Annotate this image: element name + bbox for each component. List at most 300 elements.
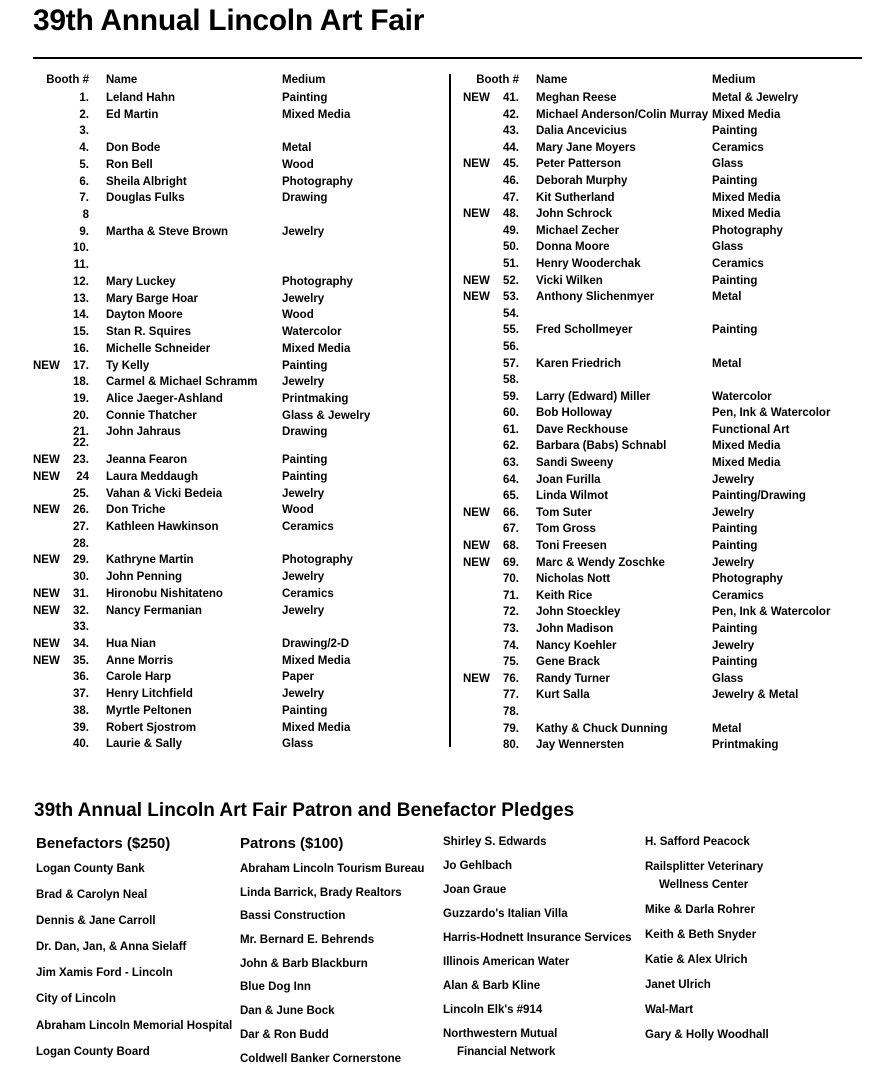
pledge-item bbox=[36, 993, 238, 1006]
artist-medium: Glass bbox=[282, 738, 314, 751]
booth-row bbox=[463, 656, 863, 673]
booth-number: 75. bbox=[503, 656, 519, 669]
benefactors-list bbox=[36, 863, 238, 1059]
pledge-item-line1: Dan & June Bock bbox=[240, 1005, 335, 1018]
artist-name: Mary Luckey bbox=[106, 275, 176, 288]
artist-name: Don Bode bbox=[106, 142, 161, 155]
booth-row bbox=[463, 606, 863, 623]
new-badge bbox=[463, 125, 497, 142]
pledge-item bbox=[240, 1029, 440, 1042]
booth-number: 20. bbox=[73, 409, 89, 422]
pledge-item bbox=[645, 954, 860, 967]
artist-name bbox=[106, 125, 282, 142]
new-badge bbox=[463, 656, 497, 673]
pledge-item-line1: Dr. Dan, Jan, & Anna Sielaff bbox=[36, 941, 187, 954]
booth-row bbox=[463, 142, 863, 159]
booth-row bbox=[463, 258, 863, 275]
pledge-item-line1: Logan County Bank bbox=[36, 863, 145, 875]
artist-medium: Functional Art bbox=[712, 423, 790, 436]
booth-number: 56. bbox=[503, 340, 519, 353]
booth-row bbox=[33, 109, 433, 126]
booth-number: 30. bbox=[73, 571, 89, 584]
booth-row bbox=[463, 324, 863, 341]
artist-name bbox=[536, 308, 712, 325]
artist-name: Connie Thatcher bbox=[106, 409, 197, 422]
artist-name: Joan Furilla bbox=[536, 473, 601, 486]
booth-row bbox=[463, 706, 863, 723]
pledge-item-line1: Janet Ulrich bbox=[645, 979, 711, 991]
new-badge: NEW bbox=[463, 506, 490, 519]
new-badge bbox=[33, 521, 67, 538]
new-badge bbox=[33, 226, 67, 243]
artist-medium: Ceramics bbox=[712, 141, 764, 154]
artist-name bbox=[106, 621, 282, 638]
booth-number: 74. bbox=[503, 639, 519, 652]
patrons-header: Patrons ($100) bbox=[240, 835, 344, 852]
artist-medium: Mixed Media bbox=[282, 721, 351, 734]
new-badge bbox=[463, 142, 497, 159]
booth-number: 28. bbox=[73, 537, 89, 550]
booth-number: 69. bbox=[503, 556, 519, 569]
patrons-list-continued-2 bbox=[645, 836, 860, 1042]
artist-name bbox=[106, 437, 282, 454]
pledge-item bbox=[240, 910, 440, 923]
patrons-column-continued-1 bbox=[443, 836, 643, 1070]
artist-name: Dayton Moore bbox=[106, 309, 183, 322]
new-badge bbox=[463, 457, 497, 474]
artist-name: Hironobu Nishitateno bbox=[106, 587, 223, 600]
artist-medium: Printmaking bbox=[282, 392, 349, 405]
booth-list-header-right bbox=[463, 74, 863, 92]
booth-row bbox=[33, 638, 433, 655]
artist-medium: Painting bbox=[712, 523, 758, 536]
artist-medium: Jewelry bbox=[282, 487, 325, 500]
new-badge: NEW bbox=[463, 274, 490, 287]
artist-medium: Watercolor bbox=[282, 326, 342, 339]
booth-row bbox=[33, 376, 433, 393]
pledge-item-line1: Lincoln Elk's #914 bbox=[443, 1004, 543, 1016]
booth-row bbox=[33, 688, 433, 705]
new-badge: NEW bbox=[33, 554, 60, 567]
artist-name: Jay Wennersten bbox=[536, 739, 624, 752]
booth-row bbox=[33, 621, 433, 638]
new-badge bbox=[33, 192, 67, 209]
booth-number: 33. bbox=[73, 621, 89, 634]
booth-row bbox=[33, 722, 433, 739]
new-badge: NEW bbox=[463, 158, 490, 171]
new-badge bbox=[33, 705, 67, 722]
artist-name: Kathy & Chuck Dunning bbox=[536, 722, 668, 735]
artist-medium bbox=[282, 125, 433, 142]
booth-row bbox=[33, 309, 433, 326]
booth-number: 79. bbox=[503, 722, 519, 735]
booth-row bbox=[463, 92, 863, 109]
booth-number: 16. bbox=[73, 342, 89, 355]
new-badge bbox=[463, 308, 497, 325]
booth-number: 62. bbox=[503, 440, 519, 453]
pledge-item bbox=[240, 887, 440, 900]
artist-medium: Jewelry bbox=[282, 225, 325, 238]
booth-number: 51. bbox=[503, 257, 519, 270]
artist-name: Linda Wilmot bbox=[536, 490, 609, 503]
column-header-name: Name bbox=[106, 74, 138, 86]
pledge-item-line1: Blue Dog Inn bbox=[240, 981, 311, 994]
artist-medium bbox=[712, 706, 863, 723]
pledge-item-line1: Guzzardo's Italian Villa bbox=[443, 908, 568, 920]
artist-medium bbox=[282, 621, 433, 638]
booth-row bbox=[463, 689, 863, 706]
artist-medium bbox=[712, 374, 863, 391]
booth-number: 60. bbox=[503, 407, 519, 420]
artist-name: Alice Jaeger-Ashland bbox=[106, 392, 223, 405]
pledge-item bbox=[36, 967, 238, 980]
pledge-item-line1: Illinois American Water bbox=[443, 956, 570, 968]
booth-row bbox=[33, 293, 433, 310]
pledge-item bbox=[240, 1053, 440, 1066]
new-badge bbox=[463, 590, 497, 607]
artist-name: Gene Brack bbox=[536, 656, 600, 669]
booth-row bbox=[33, 671, 433, 688]
column-header-medium: Medium bbox=[282, 74, 326, 86]
patrons-list bbox=[240, 863, 440, 1066]
pledge-item-line1: Dar & Ron Budd bbox=[240, 1028, 329, 1041]
artist-medium: Printmaking bbox=[712, 739, 779, 752]
new-badge bbox=[463, 623, 497, 640]
pledge-item bbox=[645, 1029, 860, 1042]
artist-name: Kathleen Hawkinson bbox=[106, 521, 219, 533]
artist-name bbox=[106, 259, 282, 276]
pledge-item bbox=[240, 1005, 440, 1018]
new-badge: NEW bbox=[33, 454, 60, 467]
pledge-item bbox=[645, 836, 860, 849]
new-badge bbox=[463, 706, 497, 723]
booth-row bbox=[463, 557, 863, 574]
booth-row bbox=[33, 571, 433, 588]
new-badge bbox=[33, 488, 67, 505]
artist-medium: Painting bbox=[712, 324, 758, 337]
new-badge bbox=[33, 437, 67, 454]
new-badge bbox=[463, 225, 497, 242]
new-badge: NEW bbox=[463, 672, 490, 685]
booth-row bbox=[463, 374, 863, 391]
new-badge bbox=[33, 343, 67, 360]
patrons-column-continued-2 bbox=[645, 836, 860, 1054]
booth-row bbox=[463, 358, 863, 375]
pledge-item bbox=[443, 980, 643, 993]
booth-row bbox=[463, 109, 863, 126]
new-badge bbox=[463, 490, 497, 507]
artist-medium: Metal & Jewelry bbox=[712, 92, 799, 104]
pledge-item-line2: Wellness Center bbox=[659, 879, 749, 891]
artist-medium: Jewelry bbox=[282, 376, 325, 389]
pledge-item-line1: Northwestern Mutual bbox=[443, 1028, 558, 1040]
booth-row bbox=[33, 326, 433, 343]
artist-name: Larry (Edward) Miller bbox=[536, 390, 651, 403]
artist-medium: Mixed Media bbox=[282, 654, 351, 667]
artist-medium: Wood bbox=[282, 158, 314, 171]
booth-number: 21. bbox=[73, 426, 89, 439]
booth-row bbox=[33, 471, 433, 488]
booth-number: 25. bbox=[73, 487, 89, 500]
booth-number: 64. bbox=[503, 473, 519, 486]
new-badge: NEW bbox=[463, 208, 490, 221]
booth-number: 58. bbox=[503, 374, 519, 387]
pledge-item-line1: Logan County Board bbox=[36, 1045, 150, 1058]
new-badge bbox=[33, 242, 67, 259]
booth-number: 54. bbox=[503, 307, 519, 320]
artist-medium: Mixed Media bbox=[712, 108, 781, 121]
artist-medium bbox=[282, 209, 433, 226]
artist-medium: Metal bbox=[712, 291, 742, 304]
artist-medium: Jewelry bbox=[282, 604, 325, 617]
booth-row bbox=[463, 474, 863, 491]
new-badge bbox=[33, 688, 67, 705]
artist-name: Meghan Reese bbox=[536, 92, 617, 104]
booth-row bbox=[463, 739, 863, 756]
booth-row bbox=[33, 343, 433, 360]
booth-row bbox=[463, 225, 863, 242]
booth-number: 73. bbox=[503, 623, 519, 635]
new-badge bbox=[463, 341, 497, 358]
pledge-item bbox=[36, 863, 238, 876]
booth-number: 72. bbox=[503, 606, 519, 619]
pledge-item-line1: Railsplitter Veterinary bbox=[645, 861, 764, 873]
new-badge bbox=[33, 92, 67, 109]
column-divider bbox=[449, 74, 451, 747]
new-badge bbox=[463, 640, 497, 657]
booth-number: 44. bbox=[503, 141, 519, 154]
artist-name: Kit Sutherland bbox=[536, 191, 615, 204]
booth-number: 63. bbox=[503, 457, 519, 470]
artist-name: Jeanna Fearon bbox=[106, 454, 188, 467]
new-badge bbox=[33, 393, 67, 410]
artist-name: Peter Patterson bbox=[536, 158, 622, 171]
booth-row bbox=[463, 341, 863, 358]
booth-row bbox=[33, 738, 433, 755]
artist-name: Ed Martin bbox=[106, 108, 159, 121]
new-badge bbox=[463, 358, 497, 375]
new-badge bbox=[33, 209, 67, 226]
new-badge bbox=[463, 689, 497, 706]
artist-medium: Jewelry bbox=[282, 688, 325, 701]
pledge-item bbox=[443, 860, 643, 873]
booth-row bbox=[33, 176, 433, 193]
booth-number: 12. bbox=[73, 275, 89, 288]
new-badge: NEW bbox=[463, 92, 490, 104]
booth-row bbox=[463, 640, 863, 657]
pledge-item bbox=[443, 956, 643, 969]
new-badge bbox=[463, 523, 497, 540]
pledge-item-line1: Brad & Carolyn Neal bbox=[36, 889, 148, 902]
new-badge bbox=[33, 293, 67, 310]
artist-name: Sandi Sweeny bbox=[536, 457, 614, 470]
artist-medium: Jewelry bbox=[712, 473, 755, 486]
new-badge bbox=[33, 538, 67, 555]
artist-medium: Glass & Jewelry bbox=[282, 409, 371, 422]
pledge-item bbox=[36, 1046, 238, 1059]
new-badge bbox=[33, 621, 67, 638]
new-badge bbox=[463, 374, 497, 391]
artist-medium: Painting bbox=[282, 470, 328, 483]
artist-medium: Painting bbox=[282, 454, 328, 467]
column-header-booth: Booth # bbox=[46, 74, 89, 86]
booth-number: 45. bbox=[503, 158, 519, 171]
booth-row bbox=[463, 291, 863, 308]
booth-row bbox=[33, 410, 433, 427]
booth-number: 6. bbox=[79, 175, 89, 188]
booth-row bbox=[33, 538, 433, 555]
booth-row bbox=[463, 391, 863, 408]
artist-name: Dalia Ancevicius bbox=[536, 125, 627, 138]
booth-row bbox=[33, 360, 433, 377]
pledge-item bbox=[645, 929, 860, 942]
new-badge bbox=[463, 324, 497, 341]
pledge-item bbox=[36, 941, 238, 954]
artist-name bbox=[536, 341, 712, 358]
column-header-medium: Medium bbox=[712, 74, 756, 86]
new-badge bbox=[33, 738, 67, 755]
column-header-booth: Booth # bbox=[476, 74, 519, 86]
booth-number: 37. bbox=[73, 688, 89, 701]
artist-medium: Painting/Drawing bbox=[712, 490, 806, 503]
artist-name bbox=[106, 209, 282, 226]
artist-name: Vahan & Vicki Bedeia bbox=[106, 487, 223, 500]
booth-number: 2. bbox=[79, 108, 89, 121]
artist-name: John Stoeckley bbox=[536, 606, 621, 619]
artist-name: Henry Litchfield bbox=[106, 688, 193, 701]
booth-number: 52. bbox=[503, 274, 519, 287]
booth-row bbox=[33, 142, 433, 159]
pledge-item-line1: H. Safford Peacock bbox=[645, 836, 750, 848]
artist-name: Michael Anderson/Colin Murray bbox=[536, 108, 709, 121]
pledge-item-line1: Joan Graue bbox=[443, 884, 507, 896]
pledge-item-line1: John & Barb Blackburn bbox=[240, 957, 368, 970]
column-header-name: Name bbox=[536, 74, 568, 86]
booth-number: 8 bbox=[82, 209, 89, 222]
booth-row bbox=[463, 407, 863, 424]
new-badge bbox=[463, 391, 497, 408]
artist-medium: Painting bbox=[712, 540, 758, 553]
new-badge: NEW bbox=[33, 638, 60, 651]
pledge-item bbox=[36, 1020, 238, 1033]
new-badge: NEW bbox=[463, 540, 490, 553]
artist-name bbox=[536, 706, 712, 723]
booth-row bbox=[33, 437, 433, 454]
artist-medium: Ceramics bbox=[282, 587, 334, 600]
new-badge bbox=[33, 326, 67, 343]
artist-name: Barbara (Babs) Schnabl bbox=[536, 440, 667, 453]
artist-medium bbox=[282, 242, 433, 259]
artist-medium: Watercolor bbox=[712, 390, 772, 403]
booth-number: 77. bbox=[503, 689, 519, 702]
booth-number: 9. bbox=[79, 225, 89, 238]
artist-name bbox=[536, 374, 712, 391]
booth-number: 65. bbox=[503, 490, 519, 503]
pledge-item bbox=[443, 908, 643, 921]
artist-medium: Jewelry bbox=[282, 571, 325, 584]
booth-number: 76. bbox=[503, 672, 519, 685]
pledge-item-line1: Linda Barrick, Brady Realtors bbox=[240, 886, 402, 899]
pledges-title: 39th Annual Lincoln Art Fair Patron and Benefactor Pledges bbox=[34, 800, 575, 821]
new-badge bbox=[463, 424, 497, 441]
pledge-item-line1: Abraham Lincoln Tourism Bureau bbox=[240, 863, 425, 875]
booth-number: 35. bbox=[73, 654, 89, 667]
booth-row bbox=[463, 125, 863, 142]
artist-medium: Painting bbox=[712, 274, 758, 287]
booth-number: 78. bbox=[503, 705, 519, 718]
booth-number: 24 bbox=[76, 470, 89, 483]
artist-medium: Mixed Media bbox=[712, 208, 781, 221]
booth-row bbox=[33, 259, 433, 276]
artist-medium: Glass bbox=[712, 158, 744, 171]
artist-name: Kurt Salla bbox=[536, 689, 590, 702]
booth-number: 3. bbox=[79, 125, 89, 138]
pledge-item-line1: Shirley S. Edwards bbox=[443, 836, 547, 848]
artist-name: Leland Hahn bbox=[106, 92, 176, 104]
booth-number: 68. bbox=[503, 540, 519, 553]
artist-name: Martha & Steve Brown bbox=[106, 225, 229, 238]
new-badge bbox=[33, 571, 67, 588]
artist-name: Bob Holloway bbox=[536, 407, 613, 420]
booth-number: 11. bbox=[73, 259, 89, 272]
new-badge: NEW bbox=[33, 604, 60, 617]
booth-row bbox=[463, 723, 863, 740]
pledge-item bbox=[240, 934, 440, 947]
booth-row bbox=[463, 573, 863, 590]
new-badge bbox=[463, 739, 497, 756]
artist-name: Michael Zecher bbox=[536, 224, 620, 237]
new-badge: NEW bbox=[33, 504, 60, 517]
artist-medium: Jewelry & Metal bbox=[712, 689, 799, 702]
booth-list-header-left bbox=[33, 74, 433, 92]
benefactors-header: Benefactors ($250) bbox=[36, 835, 171, 852]
new-badge bbox=[463, 474, 497, 491]
artist-name: Carmel & Michael Schramm bbox=[106, 376, 258, 389]
pledge-item-line1: Jo Gehlbach bbox=[443, 860, 513, 872]
artist-name: Sheila Albright bbox=[106, 175, 187, 188]
booth-row bbox=[33, 554, 433, 571]
artist-name: Hua Nian bbox=[106, 638, 156, 651]
booth-number: 22. bbox=[73, 437, 89, 450]
new-badge bbox=[463, 109, 497, 126]
booth-row bbox=[33, 209, 433, 226]
artist-medium: Drawing/2-D bbox=[282, 638, 350, 651]
artist-name: Nancy Koehler bbox=[536, 639, 617, 652]
artist-medium: Ceramics bbox=[282, 521, 334, 533]
artist-name: Marc & Wendy Zoschke bbox=[536, 556, 665, 569]
artist-name: Anthony Slichenmyer bbox=[536, 291, 655, 304]
booth-number: 50. bbox=[503, 241, 519, 254]
patrons-column bbox=[240, 836, 440, 1076]
pledge-item-line1: Katie & Alex Ulrich bbox=[645, 954, 748, 966]
booth-number: 57. bbox=[503, 357, 519, 370]
artist-name: Ty Kelly bbox=[106, 359, 150, 372]
booth-number: 10. bbox=[73, 242, 89, 255]
artist-name: Carole Harp bbox=[106, 671, 172, 684]
new-badge bbox=[33, 722, 67, 739]
artist-medium bbox=[282, 538, 433, 555]
new-badge bbox=[463, 573, 497, 590]
artist-medium: Mixed Media bbox=[282, 342, 351, 355]
booth-number: 31. bbox=[73, 587, 89, 600]
booth-number: 41. bbox=[503, 92, 519, 104]
booth-number: 47. bbox=[503, 191, 519, 204]
booth-list-right bbox=[463, 74, 863, 756]
booth-number: 71. bbox=[503, 589, 519, 602]
artist-name: Toni Freesen bbox=[536, 540, 607, 553]
artist-name: Douglas Fulks bbox=[106, 192, 185, 205]
new-badge bbox=[33, 142, 67, 159]
